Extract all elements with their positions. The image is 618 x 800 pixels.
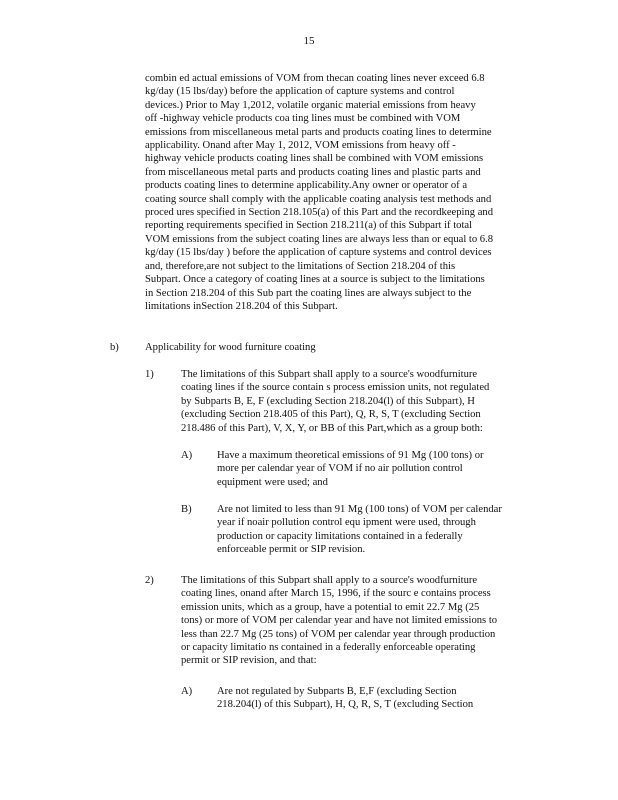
section-b-heading: Applicability for wood furniture coating [145,342,316,353]
item-2-paragraph [181,574,497,668]
text-line: production or capacity limitations contained in a federally [217,530,463,542]
text-line: VOM emissions from the subject coating lines are always less than or equal to 6.8 [145,233,494,245]
text-line: The limitations of this Subpart shall apply to a source's woodfurniture [181,369,478,380]
text-line: limitations inSection 218.204 of this Subpart. [145,300,338,312]
text-line: from miscellaneous metal parts and products coating lines and plastic parts and [145,166,481,178]
item-1-sub-a-marker: A) [181,450,193,461]
text-line: combin ed actual emissions of VOM from thecan coating lines never exceed 6.8 [145,73,485,84]
item-1-marker: 1) [145,369,154,380]
text-line: tons) or more of VOM per calendar year and have not limited emissions to [181,615,498,627]
text-line: by Subparts B, E, F (excluding Section 218.204(l) of this Subpart), H [181,395,475,407]
section-b-marker: b) [110,342,119,353]
text-line: emissions from miscellaneous metal parts and products coating lines to determine [145,126,492,138]
text-line: coating lines if the source contain s process emission units, not regulated [181,382,490,394]
text-line: Are not regulated by Subparts B, E,F (excluding Section [217,686,457,697]
text-line: proced ures specified in Section 218.105(a) of this Part and the recordkeeping and [145,207,494,219]
text-line: reporting requirements specified in Section 218.211(a) of this Subpart if total [145,220,473,232]
text-line: 218.204(l) of this Subpart), H, Q, R, S, T (excluding Section [217,699,474,711]
intro-paragraph [145,72,493,313]
text-line: kg/day (15 lbs/day) before the application of capture systems and control [145,86,455,98]
text-line: year if noair pollution control equ ipment were used, through [217,517,476,529]
item-2-marker: 2) [145,575,154,586]
text-line: products coating lines to determine applicability.Any owner or operator of a [145,180,468,192]
text-line: kg/day (15 lbs/day ) before the application of capture systems and control devices [145,247,492,259]
text-line: (excluding Section 218.405 of this Part), Q, R, S, T (excluding Section [181,409,481,421]
item-1-paragraph [181,368,489,435]
text-line: emission units, which as a group, have a potential to emit 22.7 Mg (25 [181,601,480,613]
text-line: devices.) Prior to May 1,2012, volatile organic material emissions from heavy [145,99,476,111]
text-line: off -highway vehicle products coa ting lines must be combined with VOM [145,113,461,125]
text-line: Are not limited to less than 91 Mg (100 tons) of VOM per calendar [217,504,502,515]
item-2-sub-a-marker: A) [181,686,193,697]
text-line: 218.486 of this Part), V, X, Y, or BB of this Part,which as a group both: [181,422,483,434]
text-line: or capacity limitatio ns contained in a federally enforceable operating [181,642,476,654]
text-line: highway vehicle products coating lines shall be combined with VOM emissions [145,153,484,165]
text-line: Subpart. Once a category of coating lines at a source is subject to the limitations [145,274,485,286]
text-line: equipment were used; and [217,476,328,488]
text-line: coating source shall comply with the applicable coating analysis test methods and [145,193,492,205]
text-line: coating lines, onand after March 15, 1996, if the sourc e contains process [181,588,491,600]
item-2-sub-a-paragraph [217,685,473,712]
text-line: and, therefore,are not subject to the limitations of Section 218.204 of this [145,260,456,272]
text-line: The limitations of this Subpart shall apply to a source's woodfurniture [181,575,478,586]
item-1-sub-a-paragraph [217,449,484,489]
text-line: enforceable permit or SIP revision. [217,544,366,556]
item-1-sub-b-paragraph [217,503,502,557]
text-line: more per calendar year of VOM if no air pollution control [217,463,463,475]
text-line: Have a maximum theoretical emissions of 91 Mg (100 tons) or [217,450,484,461]
page-number: 15 [303,35,315,47]
text-line: in Section 218.204 of this Sub part the coating lines are always subject to the [145,287,472,299]
text-line: less than 22.7 Mg (25 tons) of VOM per calendar year through production [181,628,496,640]
text-line: permit or SIP revision, and that: [181,655,317,667]
text-line: applicability. Onand after May 1, 2012, VOM emissions from heavy off - [145,140,456,152]
item-1-sub-b-marker: B) [181,504,192,515]
